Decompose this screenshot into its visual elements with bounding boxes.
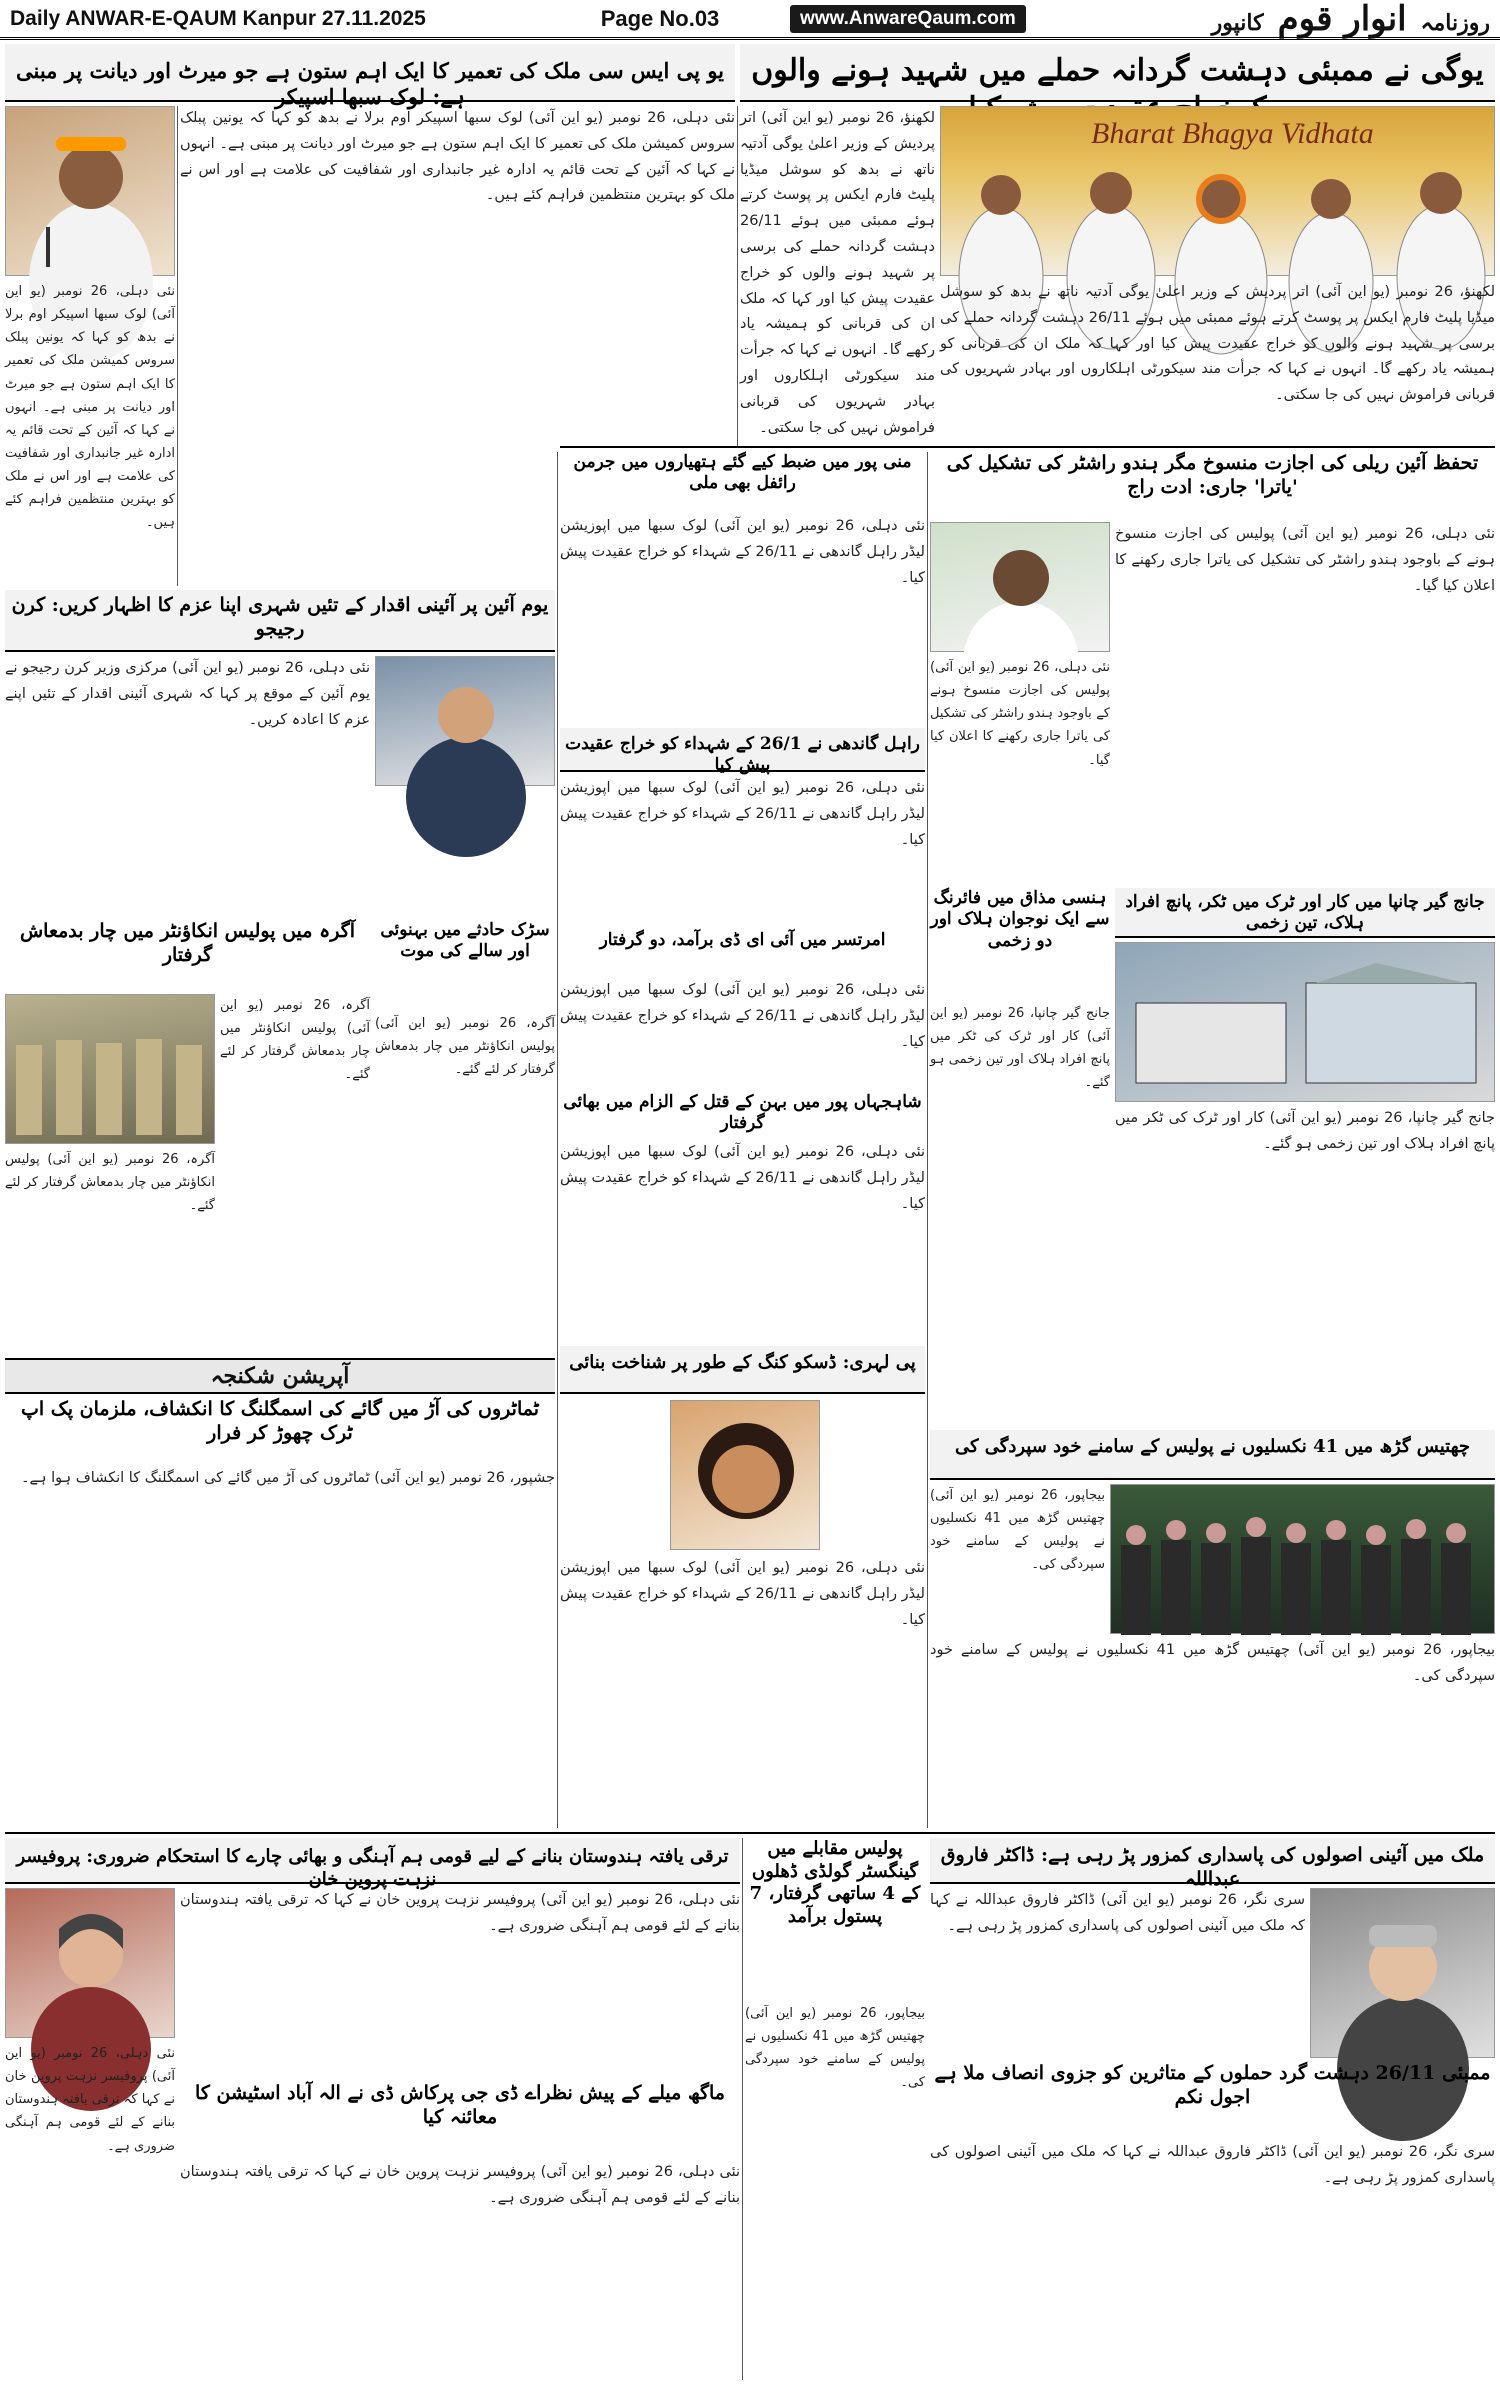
bappi-headline: پی لہری: ڈسکو کنگ کے طور پر شناخت بنائی [560,1346,925,1394]
farooq-article: سری نگر، 26 نومبر (یو این آئی) ڈاکٹر فاروق عبداللہ نے کہا کہ ملک میں آئینی اصولوں کی پاسداری کمزور پڑ رہی ہے۔ [930,1892,1305,1934]
upsc-article-continued: نئی دہلی، 26 نومبر (یو این آئی) لوک سبھا اسپیکر اوم برلا نے بدھ کو کہا کہ یونین پبلک سروس کمیشن ملک کی تعمیر کا ایک اہم ستون ہے جو میرٹ اور دیانت پر مبنی ہے۔ انہوں نے کہا کہ آئین کے تحت قائم یہ ادارہ غیر جانبداری اور شفافیت کی علامت ہے اور اس نے ملک کو بہترین منتظمین فراہم کئے ہیں۔ [5,284,175,531]
divider-bottom [5,1832,1495,1834]
rahul-article: نئی دہلی، 26 نومبر (یو این آئی) لوک سبھا میں اپوزیشن لیڈر راہل گاندھی نے 26/11 کے شہداء کو خراج عقیدت پیش کیا۔ [560,780,925,848]
amritsar-headline: امرتسر میں آئی ای ڈی برآمد، دو گرفتار [599,930,886,950]
website-url[interactable]: www.AnwareQaum.com [790,5,1026,33]
magh-headline: ماگھ میلے کے پیش نظراے ڈی جی پرکاش ڈی نے الہ آباد اسٹیشن کا معائنہ کیا [195,2082,725,2128]
amritsar-article: نئی دہلی، 26 نومبر (یو این آئی) لوک سبھا میں اپوزیشن لیڈر راہل گاندھی نے 26/11 کے شہداء کو خراج عقیدت پیش کیا۔ [560,982,925,1050]
road-accident-headline: سڑک حادثے میں بہنوئی اور سالے کی موت [380,920,550,962]
section-band: آپریشن شکنجہ [5,1358,555,1394]
gangster-headline: پولیس مقابلے میں گینگسٹر گولڈی ڈھلوں کے 4 ساتھی گرفتار، 7 پستول برآمد [749,1838,921,1927]
column-rule [177,106,178,586]
manipur-article: نئی دہلی، 26 نومبر (یو این آئی) لوک سبھا میں اپوزیشن لیڈر راہل گاندھی نے 26/11 کے شہداء کو خراج عقیدت پیش کیا۔ [560,518,925,586]
om-birla-photo [5,106,175,276]
column-rule [737,106,738,446]
daily-label: روزنامہ [1420,9,1490,36]
road-accident-article: آگرہ، 26 نومبر (یو این آئی) پولیس انکاؤنٹر میں چار بدمعاش گرفتار کر لئے گئے۔ [375,1016,556,1078]
rally-article: نئی دہلی، 26 نومبر (یو این آئی) پولیس کی اجازت منسوخ ہونے کے باوجود ہندو راشٹر کی تشکیل کی یاترا جاری رکھنے کا اعلان کیا گیا۔ [1115,526,1496,594]
newspaper-name: انوار قوم [1277,0,1407,39]
parveen-photo [5,1888,175,2038]
speaker-icon [6,107,176,277]
firing-headline: ہنسی مذاق میں فائرنگ سے ایک نوجوان ہلاک اور دو زخمی [930,888,1110,951]
banner-text: Bharat Bhagya Vidhata [1091,117,1374,150]
rally-headline: تحفظ آئین ریلی کی اجازت منسوخ مگر ہندو راشٹر کی تشکیل کی 'یاترا' جاری: ادت راج [946,452,1479,498]
parveen-article: نئی دہلی، 26 نومبر (یو این آئی) پروفیسر نزہت پروین خان نے کہا کہ ترقی یافتہ ہندوستان بنانے کے لئے قومی ہم آہنگی ضروری ہے۔ [180,1892,740,1934]
portrait-icon [1311,1889,1496,2059]
top-headline-left: یو پی ایس سی ملک کی تعمیر کا ایک اہم ستون ہے جو میرٹ اور دیانت پر مبنی ہے: لوک سبھا اسپیکر [5,44,735,102]
bappi-article: نئی دہلی، 26 نومبر (یو این آئی) لوک سبھا میں اپوزیشن لیڈر راہل گاندھی نے 26/11 کے شہداء کو خراج عقیدت پیش کیا۔ [560,1560,925,1628]
parveen-article-continued: نئی دہلی، 26 نومبر (یو این آئی) پروفیسر نزہت پروین خان نے کہا کہ ترقی یافتہ ہندوستان بنانے کے لئے قومی ہم آہنگی ضروری ہے۔ [5,2046,175,2154]
tomato-headline: ٹماٹروں کی آڑ میں گائے کی اسمگلنگ کا انکشاف، ملزمان پک اپ ٹرک چھوڑ کر فرار [20,1398,540,1444]
masthead-brand [1212,0,1490,39]
manipur-headline: منی پور میں ضبط کیے گئے ہتھیاروں میں جرمن رائفل بھی ملی [573,452,912,494]
yogi-banner-photo [940,106,1495,276]
agra-article: آگرہ، 26 نومبر (یو این آئی) پولیس انکاؤنٹر میں چار بدمعاش گرفتار کر لئے گئے۔ [220,998,371,1083]
udit-raj-photo [930,522,1110,652]
accident-article: جانج گیر چانپا، 26 نومبر (یو این آئی) کار اور ٹرک کی ٹکر میں پانچ افراد ہلاک اور تین زخمی ہو گئے۔ [1115,1110,1495,1152]
agra-police-photo [5,994,215,1144]
group-icon [1111,1485,1496,1635]
accident-headline: جانج گیر چانپا میں کار اور ٹرک میں ٹکر، پانچ افراد ہلاک، تین زخمی [1115,888,1495,938]
minister-icon [376,657,556,787]
mumbai-article: سری نگر، 26 نومبر (یو این آئی) ڈاکٹر فاروق عبداللہ نے کہا کہ ملک میں آئینی اصولوں کی پاسداری کمزور پڑ رہی ہے۔ [930,2144,1495,2186]
farooq-headline: ملک میں آئینی اصولوں کی پاسداری کمزور پڑ رہی ہے: ڈاکٹر فاروق عبداللہ [930,1838,1495,1884]
yogi-article-continued: لکھنؤ، 26 نومبر (یو این آئی) اتر پردیش کے وزیر اعلیٰ یوگی آدتیہ ناتھ نے بدھ کو سوشل میڈیا پلیٹ فارم ایکس پر پوسٹ کرتے ہوئے ممبئی میں ہوئے 26/11 دہشت گردانہ حملے کی برسی پر شہید ہونے والوں کو خراج عقیدت پیش کیا اور کہا کہ ملک ان کی قربانی کو ہمیشہ یاد رکھے گا۔ انہوں نے کہا کہ جرأت مند سیکورٹی اہلکاروں اور بہادر شہریوں کی قربانی فراموش نہیں کی جا سکتی۔ [740,110,936,436]
firing-article: جانج گیر چانپا، 26 نومبر (یو این آئی) کار اور ٹرک کی ٹکر میں پانچ افراد ہلاک اور تین زخمی ہو گئے۔ [930,1006,1111,1091]
mumbai-headline: ممبئی 26/11 دہشت گرد حملوں کے متاثرین کو جزوی انصاف ملا ہے اجول نکم [934,2062,1491,2108]
top-headline-right: یوگی نے ممبئی دہشت گردانہ حملے میں شہید ہونے والوں [740,44,1495,102]
column-rule [742,1838,743,2380]
parveen-headline: ترقی یافتہ ہندوستان بنانے کے لیے قومی ہم آہنگی و بھائی چارے کا استحکام ضروری: پروفیسر نزہت پروین خان [5,1838,740,1884]
car-wreck-icon [1116,943,1496,1103]
column-rule [557,452,558,1828]
shahjahanpur-headline: شاہجہاں پور میں بہن کے قتل کے الزام میں بھائی گرفتار [563,1092,922,1134]
portrait-icon [6,1889,176,2039]
magh-article: نئی دہلی، 26 نومبر (یو این آئی) پروفیسر نزہت پروین خان نے کہا کہ ترقی یافتہ ہندوستان بنانے کے لئے قومی ہم آہنگی ضروری ہے۔ [180,2164,740,2206]
naxal-surrender-photo [1110,1484,1495,1634]
rahul-headline: راہل گاندھی نے 26/1 کے شہداء کو خراج عقیدت پیش کیا [560,728,925,772]
divider [560,446,1495,448]
kiren-article: نئی دہلی، 26 نومبر (یو این آئی) مرکزی وزیر کرن رجیجو نے یوم آئین کے موقع پر کہا کہ شہری آئینی اقدار کے تئیں اپنے عزم کا اعادہ کریں۔ [5,660,370,728]
yaum-aaeen-headline: یوم آئین پر آئینی اقدار کے تئیں شہری اپنا عزم کا اظہار کریں: کرن رجیجو [5,590,555,652]
person-icon [931,523,1111,653]
bappi-lahiri-photo [670,1400,820,1550]
portrait-icon [671,1401,821,1551]
kiren-rijiju-photo [375,656,555,786]
shahjahanpur-article: نئی دہلی، 26 نومبر (یو این آئی) لوک سبھا میں اپوزیشن لیڈر راہل گاندھی نے 26/11 کے شہداء کو خراج عقیدت پیش کیا۔ [560,1144,925,1212]
yogi-article: لکھنؤ، 26 نومبر (یو این آئی) اتر پردیش کے وزیر اعلیٰ یوگی آدتیہ ناتھ نے بدھ کو سوشل میڈیا پلیٹ فارم ایکس پر پوسٹ کرتے ہوئے ممبئی میں ہوئے 26/11 دہشت گردانہ حملے کی برسی پر شہید ہونے والوں کو خراج عقیدت پیش کیا اور کہا کہ ملک ان کی قربانی کو ہمیشہ یاد رکھے گا۔ انہوں نے کہا کہ جرأت مند سیکورٹی اہلکاروں اور بہادر شہریوں کی قربانی فراموش نہیں کی جا سکتی۔ [940,284,1496,404]
gangster-article: بیجاپور، 26 نومبر (یو این آئی) چھتیس گڑھ میں 41 نکسلیوں نے پولیس کے سامنے خود سپردگی کی۔ [745,2006,925,2091]
accident-photo [1115,942,1495,1102]
naxal-article: بیجاپور، 26 نومبر (یو این آئی) چھتیس گڑھ میں 41 نکسلیوں نے پولیس کے سامنے خود سپردگی کی۔ [930,1488,1105,1573]
naxal-article-continued: بیجاپور، 26 نومبر (یو این آئی) چھتیس گڑھ میں 41 نکسلیوں نے پولیس کے سامنے خود سپردگی کی۔ [930,1642,1495,1684]
page-number: Page No.03 [600,5,720,31]
agra-headline: آگرہ میں پولیس انکاؤنٹر میں چار بدمعاش گرفتار [19,920,356,966]
column-rule [927,452,928,1828]
police-group-icon [6,995,216,1145]
farooq-photo [1310,1888,1495,2058]
masthead-edition: Daily ANWAR-E-QAUM Kanpur 27.11.2025 [10,6,426,30]
naxal-headline: چھتیس گڑھ میں 41 نکسلیوں نے پولیس کے سامنے خود سپردگی کی [930,1430,1495,1480]
upsc-article: نئی دہلی، 26 نومبر (یو این آئی) لوک سبھا اسپیکر اوم برلا نے بدھ کو کہا کہ یونین پبلک سروس کمیشن ملک کی تعمیر کا ایک اہم ستون ہے جو میرٹ اور دیانت پر مبنی ہے۔ انہوں نے کہا کہ آئین کے تحت قائم یہ ادارہ غیر جانبداری اور شفافیت کی علامت ہے اور اس نے ملک کو بہترین منتظمین فراہم کئے ہیں۔ [180,110,735,204]
masthead [0,0,1500,40]
tomato-article: جشپور، 26 نومبر (یو این آئی) ٹماٹروں کی آڑ میں گائے کی اسمگلنگ کا انکشاف ہوا ہے۔ [21,1470,555,1486]
rally-article-continued: نئی دہلی، 26 نومبر (یو این آئی) پولیس کی اجازت منسوخ ہونے کے باوجود ہندو راشٹر کی تشکیل کی یاترا جاری رکھنے کا اعلان کیا گیا۔ [930,660,1110,768]
agra-article-continued: آگرہ، 26 نومبر (یو این آئی) پولیس انکاؤنٹر میں چار بدمعاش گرفتار کر لئے گئے۔ [5,1152,215,1214]
city-label: کانپور [1211,9,1264,36]
